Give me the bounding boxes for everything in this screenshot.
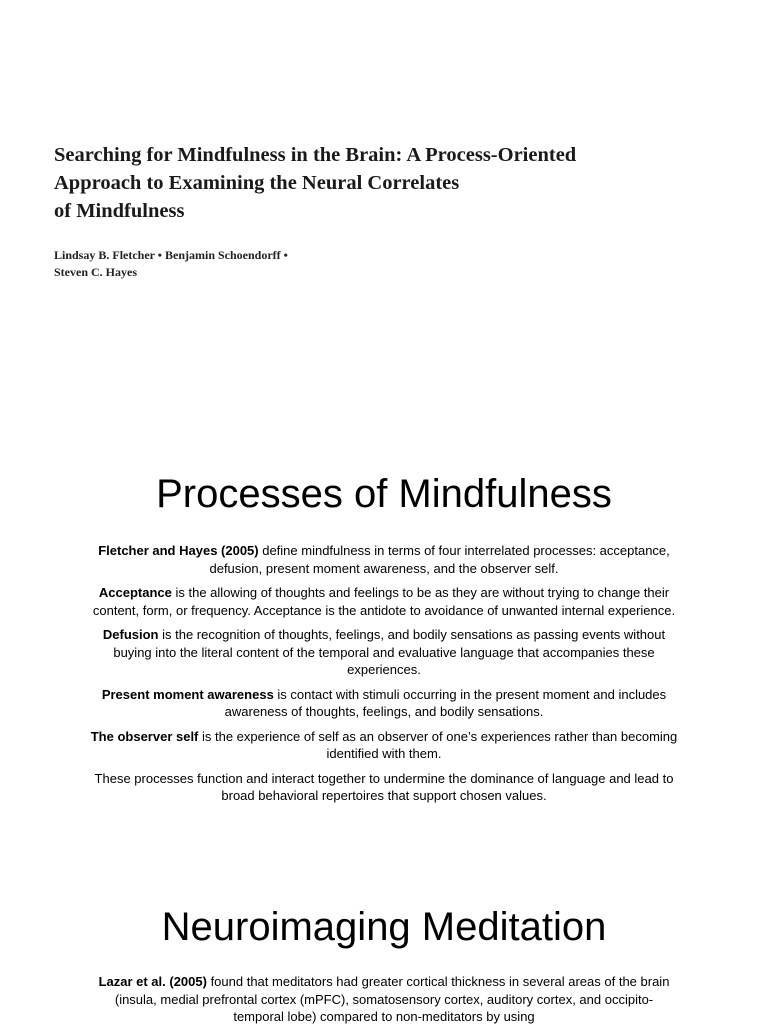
paragraph-text: is the experience of self as an observer of one’s experiences rather than becoming identified with them. (198, 728, 678, 761)
paper-title-line: Approach to Examining the Neural Correlates (54, 172, 460, 194)
paragraph-lead: Acceptance (98, 585, 172, 600)
paper-title (54, 141, 744, 225)
paragraph (90, 973, 678, 1024)
paragraph-text: These processes function and interact together to undermine the dominance of language and lead to broad behavioral repertoires that support chosen values. (94, 770, 674, 803)
slide-heading-neuroimaging: Neuroimaging Meditation (161, 905, 607, 949)
paragraph-text: is contact with stimuli occurring in the present moment and includes awareness of thoughts, feelings, and bodily sensations. (224, 686, 667, 719)
paragraph-text: define mindfulness in terms of four interrelated processes: acceptance, defusion, present moment awareness, and the observer self. (209, 543, 670, 576)
author-line: Steven C. Hayes (54, 265, 137, 279)
paragraph (90, 584, 678, 619)
paragraph-text: is the recognition of thoughts, feelings, and bodily sensations as passing events without buying into the literal content of the temporal and evaluative language that accompanies these experiences. (113, 627, 666, 677)
paragraph (90, 728, 678, 763)
paragraph-lead: Present moment awareness (101, 686, 274, 702)
slide-heading-processes: Processes of Mindfulness (156, 472, 612, 516)
paragraph-text: found that meditators had greater cortical thickness in several areas of the brain (insula, medial prefrontal cortex (mPFC), somatosensory cortex, auditory cortex, and occipito-temporal lobe) compared to non-meditators by using (114, 974, 670, 1024)
paragraph-text: is the allowing of thoughts and feelings to be as they are without trying to change their content, form, or frequency. Acceptance is the antidote to avoidance of unwanted internal experience. (92, 585, 676, 618)
paragraph-lead: Defusion (102, 627, 159, 642)
paragraph (90, 686, 678, 721)
paper-authors (54, 247, 288, 281)
paper-title-line: of Mindfulness (54, 200, 185, 222)
paper-title-line: Searching for Mindfulness in the Brain: A Process-Oriented (54, 144, 577, 166)
paragraph (90, 770, 678, 805)
slide-body-processes (90, 542, 678, 812)
author-line: Lindsay B. Fletcher • Benjamin Schoendorff • (54, 248, 288, 262)
paragraph (90, 542, 678, 577)
paragraph-lead: Fletcher and Hayes (2005) (98, 543, 259, 558)
paragraph-lead: Lazar et al. (2005) (98, 974, 207, 989)
paragraph-lead: The observer self (90, 728, 199, 744)
paragraph (90, 626, 678, 679)
slide-body-neuroimaging (90, 973, 678, 1024)
